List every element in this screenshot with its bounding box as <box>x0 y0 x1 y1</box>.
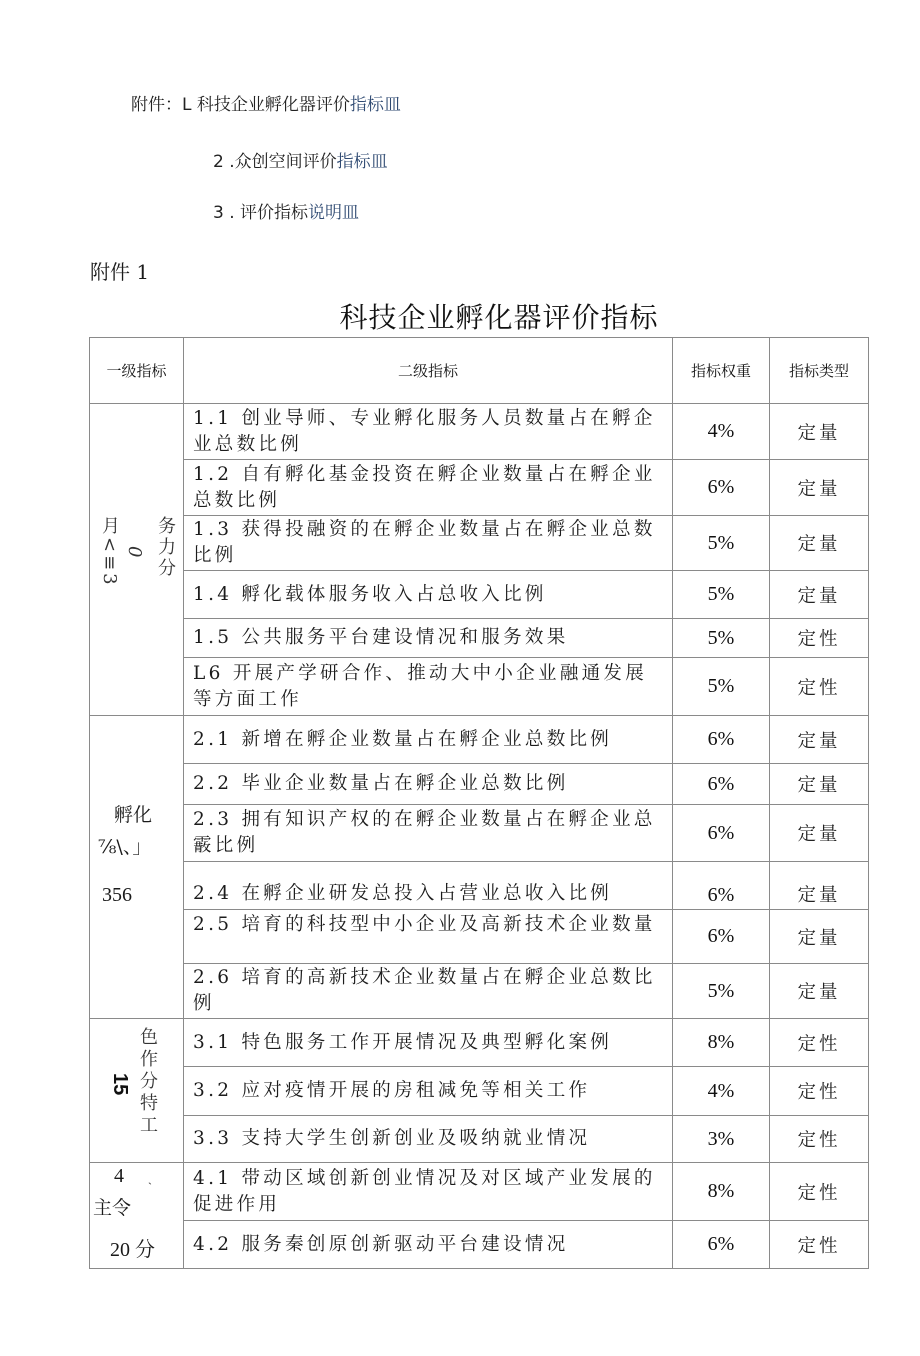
type-value: 定量 <box>770 571 869 619</box>
level2-indicator: 2.1 新增在孵企业数量占在孵企业总数比例 <box>184 716 673 764</box>
weight-value: 6% <box>673 764 770 805</box>
table-row <box>90 619 869 658</box>
level2-indicator: 1.1 创业导师、专业孵化服务人员数量占在孵企业总数比例 <box>184 404 673 460</box>
level2-indicator: 1.3 获得投融资的在孵企业数量占在孵企业总数比例 <box>184 516 673 571</box>
attachment-3-text: 3 . 评价指标 <box>213 203 309 223</box>
level2-indicator: 4.2 服务秦创原创新驱动平台建设情况 <box>184 1221 673 1269</box>
level2-indicator: 3.3 支持大学生创新创业及吸纳就业情况 <box>184 1116 673 1163</box>
table-row <box>90 910 869 964</box>
weight-value: 4% <box>673 1067 770 1116</box>
attachment-2-link[interactable]: 指标皿 <box>336 152 388 172</box>
level1-fragment: 务力分 <box>155 516 176 579</box>
weight-value: 6% <box>673 910 770 964</box>
attachment-label: 附件 1 <box>90 260 150 284</box>
level2-indicator: 3.2 应对疫情开展的房租减免等相关工作 <box>184 1067 673 1116</box>
weight-value: 5% <box>673 571 770 619</box>
level2-indicator: 4.1 带动区域创新创业情况及对区域产业发展的促进作用 <box>184 1163 673 1221</box>
level1-fragment: 0 <box>124 546 145 561</box>
weight-value: 6% <box>673 716 770 764</box>
type-value: 定量 <box>770 516 869 571</box>
type-value: 定量 <box>770 910 869 964</box>
table-row <box>90 460 869 516</box>
table-row <box>90 1116 869 1163</box>
type-value: 定性 <box>770 1163 869 1221</box>
table-row <box>90 716 869 764</box>
level1-cell-section-3 <box>90 1019 184 1163</box>
table-row <box>90 404 869 460</box>
weight-value: 5% <box>673 658 770 716</box>
weight-value: 8% <box>673 1163 770 1221</box>
attachment-1-text: 附件：L 科技企业孵化器评价 <box>131 95 350 115</box>
type-value: 定性 <box>770 658 869 716</box>
type-value: 定性 <box>770 1221 869 1269</box>
attachment-list-item-2 <box>213 147 388 172</box>
level1-fragment: 色作分特工 <box>137 1027 158 1137</box>
level1-fragment: 20 分 <box>110 1239 155 1261</box>
type-value: 定量 <box>770 805 869 862</box>
evaluation-table <box>89 337 869 1269</box>
level1-fragment: ⅞\、」 <box>98 836 152 858</box>
level2-indicator: 1.2 自有孵化基金投资在孵企业数量占在孵企业总数比例 <box>184 460 673 516</box>
level2-indicator: 2.2 毕业企业数量占在孵企业总数比例 <box>184 764 673 805</box>
page-title: 科技企业孵化器评价指标 <box>339 301 659 334</box>
level1-cell-section-2 <box>90 716 184 1019</box>
table-header-row <box>90 338 869 404</box>
table-row <box>90 1221 869 1269</box>
level1-fragment: 15 <box>109 1073 131 1096</box>
weight-value: 5% <box>673 619 770 658</box>
level1-fragment: 主令 <box>93 1197 132 1219</box>
header-type: 指标类型 <box>770 338 869 404</box>
table-row <box>90 805 869 862</box>
type-value: 定量 <box>770 716 869 764</box>
attachment-list-item-1 <box>131 90 401 115</box>
level2-indicator: 2.3 拥有知识产权的在孵企业数量占在孵企业总霰比例 <box>184 805 673 862</box>
type-value: 定量 <box>770 764 869 805</box>
type-value: 定量 <box>770 862 869 910</box>
type-value: 定量 <box>770 460 869 516</box>
table-row <box>90 1019 869 1067</box>
level1-fragment: 356 <box>102 884 132 906</box>
type-value: 定性 <box>770 1019 869 1067</box>
weight-value: 6% <box>673 862 770 910</box>
weight-value: 8% <box>673 1019 770 1067</box>
level1-fragment: ˏ <box>148 1171 152 1185</box>
header-weight: 指标权重 <box>673 338 770 404</box>
table-row <box>90 516 869 571</box>
type-value: 定量 <box>770 404 869 460</box>
table-row <box>90 964 869 1019</box>
level2-indicator: 1.5 公共服务平台建设情况和服务效果 <box>184 619 673 658</box>
weight-value: 5% <box>673 516 770 571</box>
level2-indicator: 1.4 孵化载体服务收入占总收入比例 <box>184 571 673 619</box>
level1-fragment: 月<≡3 <box>99 516 120 588</box>
weight-value: 6% <box>673 460 770 516</box>
level2-indicator: 2.4 在孵企业研发总投入占营业总收入比例 <box>184 862 673 910</box>
table-row <box>90 764 869 805</box>
level2-indicator: 2.6 培育的高新技术企业数量占在孵企业总数比例 <box>184 964 673 1019</box>
type-value: 定量 <box>770 964 869 1019</box>
attachment-list-item-3 <box>213 198 359 223</box>
level1-cell-section-1 <box>90 404 184 716</box>
table-row <box>90 571 869 619</box>
level2-indicator: L6 开展产学研合作、推动大中小企业融通发展等方面工作 <box>184 658 673 716</box>
table-row <box>90 862 869 910</box>
level1-cell-section-4 <box>90 1163 184 1269</box>
type-value: 定性 <box>770 1067 869 1116</box>
level2-indicator: 2.5 培育的科技型中小企业及高新技术企业数量 <box>184 910 673 964</box>
weight-value: 5% <box>673 964 770 1019</box>
header-level2: 二级指标 <box>184 338 673 404</box>
weight-value: 4% <box>673 404 770 460</box>
table-row <box>90 1067 869 1116</box>
attachment-1-link[interactable]: 指标皿 <box>349 95 401 115</box>
level1-fragment: 4 <box>114 1165 124 1187</box>
type-value: 定性 <box>770 1116 869 1163</box>
table-row <box>90 658 869 716</box>
attachment-3-link[interactable]: 说明皿 <box>308 203 360 223</box>
type-value: 定性 <box>770 619 869 658</box>
header-level1: 一级指标 <box>90 338 184 404</box>
attachment-2-text: 2 .众创空间评价 <box>213 152 337 172</box>
weight-value: 6% <box>673 1221 770 1269</box>
table-row <box>90 1163 869 1221</box>
weight-value: 6% <box>673 805 770 862</box>
weight-value: 3% <box>673 1116 770 1163</box>
level2-indicator: 3.1 特色服务工作开展情况及典型孵化案例 <box>184 1019 673 1067</box>
level1-fragment: 孵化 <box>114 804 153 826</box>
